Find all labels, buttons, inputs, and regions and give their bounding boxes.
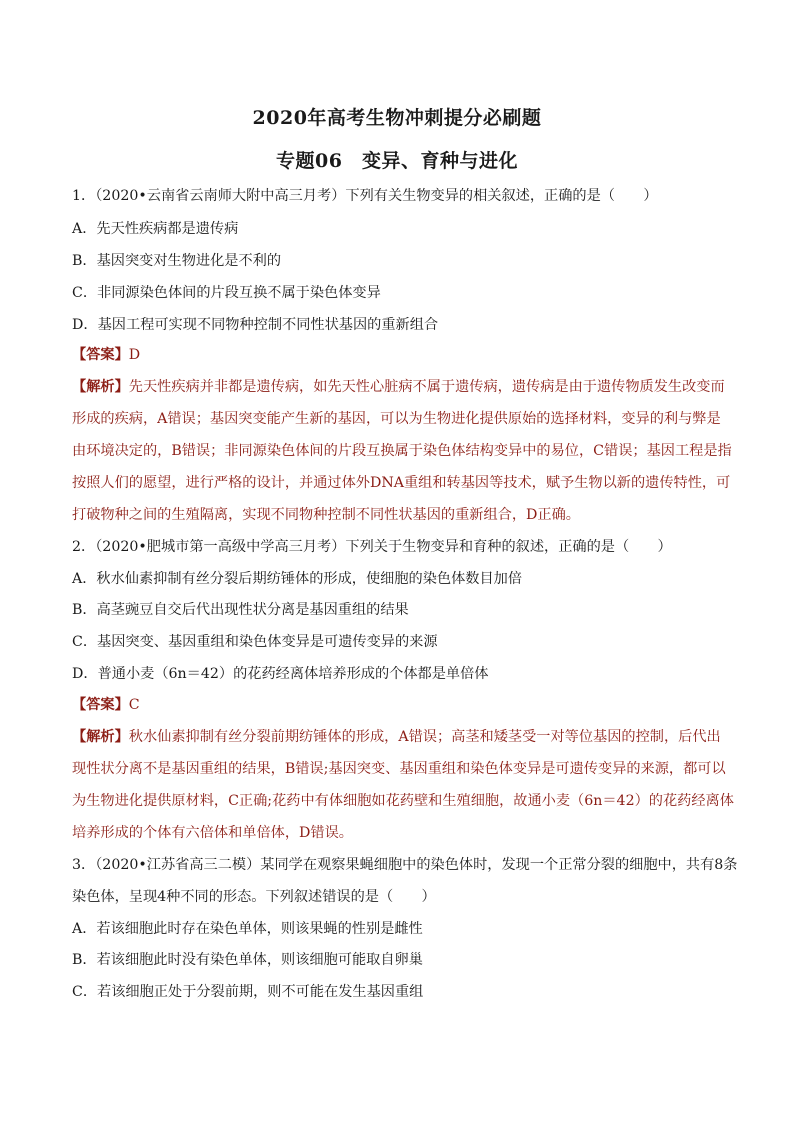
- question-1-answer: [72, 345, 732, 365]
- answer-tag: 【答案】: [72, 697, 129, 713]
- question-1-analysis-line: 打破物种之间的生殖隔离，实现不同物种控制不同性状基因的重新组合，D正确。: [72, 507, 580, 523]
- answer-value: C: [128, 697, 140, 713]
- question-1-option-b: B．基因突变对生物进化是不利的: [72, 253, 282, 269]
- document-subtitle: 专题06 变异、育种与进化: [276, 150, 518, 172]
- analysis-tag: 【解析】: [72, 379, 129, 395]
- question-2-option-c: C．基因突变、基因重组和染色体变异是可遗传变异的来源: [72, 634, 438, 650]
- analysis-tag: 【解析】: [72, 729, 129, 745]
- question-1-analysis-line: 由环境决定的，B错误；非同源染色体间的片段互换属于染色体结构变异中的易位，C错误；基因工程是指: [72, 443, 732, 459]
- question-1-option-d: D．基因工程可实现不同物种控制不同性状基因的重新组合: [72, 317, 439, 333]
- document-title: 2020年高考生物冲刺提分必刷题: [252, 107, 542, 129]
- question-3-option-b: B．若该细胞此时没有染色单体，则该细胞可能取自卵巢: [72, 952, 423, 968]
- question-2-stem: 2．（2020•肥城市第一高级中学高三月考）下列关于生物变异和育种的叙述，正确的是（ ）: [72, 539, 672, 555]
- question-2-answer: [72, 695, 732, 715]
- question-1-analysis-line: 形成的疾病，A错误；基因突变能产生新的基因，可以为生物进化提供原始的选择材料，变异的利与弊是: [72, 411, 721, 427]
- answer-value: D: [128, 347, 141, 363]
- question-2-option-b: B．高茎豌豆自交后代出现性状分离是基因重组的结果: [72, 602, 409, 618]
- question-1-option-c: C．非同源染色体间的片段互换不属于染色体变异: [72, 285, 381, 301]
- analysis-text: 秋水仙素抑制有丝分裂前期纺锤体的形成，A错误；高茎和矮茎受一对等位基因的控制，后代出: [128, 729, 721, 745]
- question-2-option-d: D．普通小麦（6n＝42）的花药经离体培养形成的个体都是单倍体: [72, 666, 489, 682]
- answer-tag: 【答案】: [72, 347, 129, 363]
- analysis-text: 先天性疾病并非都是遗传病，如先天性心脏病不属于遗传病，遗传病是由于遗传物质发生改变而: [128, 379, 725, 395]
- question-3-option-a: A．若该细胞此时存在染色单体，则该果蝇的性别是雌性: [72, 921, 423, 937]
- question-2-analysis-line: 现性状分离不是基因重组的结果，B错误;基因突变、基因重组和染色体变异是可遗传变异的来源，都可以: [72, 761, 726, 777]
- question-2-option-a: A．秋水仙素抑制有丝分裂后期纺锤体的形成，使细胞的染色体数目加倍: [72, 571, 523, 587]
- question-1-analysis-line: 按照人们的愿望，进行严格的设计，并通过体外DNA重组和转基因等技术，赋予生物以新的遗传特性，可: [72, 475, 731, 491]
- question-1-stem: 1．（2020•云南省云南师大附中高三月考）下列有关生物变异的相关叙述，正确的是（ ）: [72, 188, 658, 204]
- question-2-analysis-line: [72, 727, 732, 747]
- question-1-option-a: A．先天性疾病都是遗传病: [72, 221, 239, 237]
- question-3-stem: 3．（2020•江苏省高三二模）某同学在观察果蝇细胞中的染色体时，发现一个正常分裂的细胞中，共有8条: [72, 857, 738, 873]
- question-3-option-c: C．若该细胞正处于分裂前期，则不可能在发生基因重组: [72, 984, 424, 1000]
- question-2-analysis-line: 为生物进化提供原材料，C正确;花药中有体细胞如花药壁和生殖细胞，故通小麦（6n＝42）的花药经离体: [72, 793, 734, 809]
- question-2-analysis-line: 培养形成的个体有六倍体和单倍体，D错误。: [72, 825, 353, 841]
- question-1-analysis-line: [72, 377, 732, 397]
- question-3-stem: 染色体，呈现4种不同的形态。下列叙述错误的是（ ）: [72, 889, 436, 905]
